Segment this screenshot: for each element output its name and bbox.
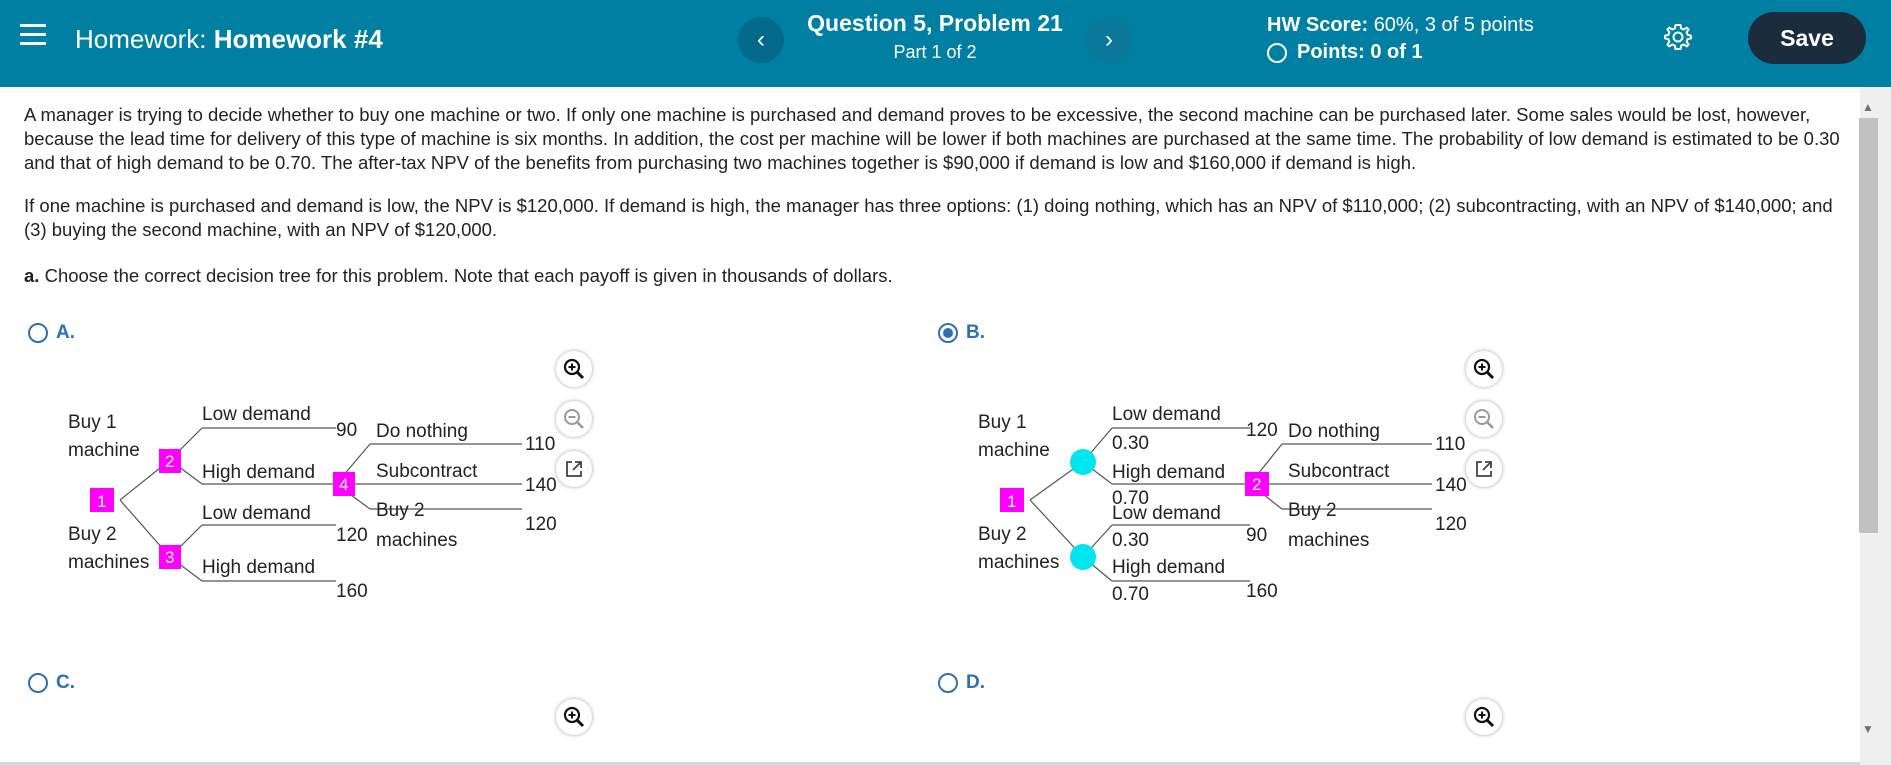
tree-b-node-2 (1245, 472, 1269, 496)
tree-b-buy2-label: Buy 2 (978, 524, 1027, 545)
tree-b-payoff-high-2: 160 (1246, 581, 1278, 602)
tree-a-payoff-low-1: 90 (336, 420, 358, 441)
tree-b-node-1 (1000, 488, 1024, 512)
tree-b-machine-label: machine (978, 440, 1050, 461)
option-a-radio[interactable] (28, 323, 48, 343)
zoom-in-icon (1472, 705, 1496, 729)
tree-a-subcontract: Subcontract (376, 461, 478, 482)
homework-name: Homework #4 (213, 24, 383, 54)
tree-a-machine-label: machine (68, 440, 140, 461)
tree-a-do-nothing: Do nothing (376, 421, 468, 442)
option-a-label: A. (56, 322, 75, 343)
instruction-text: Choose the correct decision tree for this problem. Note that each payoff is given in thousands of dollars. (39, 265, 893, 286)
tree-a-payoff-buy2: 120 (525, 514, 557, 535)
tree-b-payoff-nothing: 110 (1435, 434, 1466, 455)
tree-b-chance-node-1 (1070, 449, 1096, 475)
tree-a-node-3 (159, 545, 181, 569)
next-question-button[interactable] (1086, 17, 1132, 63)
tree-b-buy2-option: Buy 2 (1288, 500, 1337, 521)
homework-title-prefix: Homework: (75, 24, 207, 54)
tree-b-buy2-machines: machines (1288, 530, 1370, 551)
problem-paragraph-1: A manager is trying to decide whether to buy one machine or two. If only one machine is purchased and demand proves to be excessive, the second machine can be purchased later. Some sales would be lost, however, because the lead time for delivery of this type of machine is six months. In addition, the cost per machine will be lower if both machines are purchased at the same time. The probability of low demand is estimated to be 0.30 and that of high demand to be 0.70. The after-tax NPV of the benefits from purchasing two machines together is $90,000 if demand is low and $160,000 if demand is high. (24, 104, 1840, 173)
tree-b-high-demand-2: High demand (1112, 557, 1226, 578)
scrollbar-thumb[interactable] (1859, 118, 1878, 533)
tree-a-node-4 (333, 472, 355, 496)
hw-score (1267, 14, 1534, 37)
decision-tree-b (970, 387, 1490, 617)
points (1267, 41, 1423, 64)
option-b-zoom-in-button[interactable] (1466, 351, 1502, 387)
points-label: Points: (1297, 41, 1365, 63)
tree-a-node-2 (159, 449, 181, 473)
tree-a-high-demand-1: High demand (202, 462, 316, 483)
tree-b-low-demand-2: Low demand (1112, 503, 1221, 524)
tree-b-prob-high-2: 0.70 (1112, 584, 1149, 605)
points-status-icon (1267, 43, 1287, 63)
option-d[interactable] (938, 672, 985, 694)
option-b-label: B. (966, 322, 985, 343)
tree-a-payoff-high-2: 160 (336, 581, 368, 602)
problem-paragraph-2: If one machine is purchased and demand is low, the NPV is $120,000. If demand is high, the manager has three options: (1) doing nothing, which has an NPV of $110,000; (2) subcontracting, with an NPV of $140,000; and (3) buying the second machine, with an NPV of $120,000. (24, 195, 1833, 240)
svg-text:1: 1 (1007, 492, 1017, 511)
scroll-up-arrow-icon[interactable]: ▲ (1862, 100, 1874, 114)
option-c[interactable] (28, 672, 75, 694)
question-title: Question 5, Problem 21 (807, 10, 1063, 36)
tree-b-prob-low-2: 0.30 (1112, 530, 1149, 551)
tree-a-payoff-subcontract: 140 (525, 475, 557, 496)
svg-text:3: 3 (165, 548, 175, 567)
tree-a-payoff-low-2: 120 (336, 525, 368, 546)
scroll-down-arrow-icon[interactable]: ▼ (1862, 722, 1874, 736)
tree-a-payoff-nothing: 110 (525, 434, 556, 455)
tree-a-high-demand-2: High demand (202, 557, 316, 578)
hw-score-label: HW Score: (1267, 14, 1369, 36)
zoom-in-icon (562, 357, 586, 381)
option-d-zoom-in-button[interactable] (1466, 699, 1502, 735)
tree-a-machines-label: machines (68, 552, 150, 573)
option-b-radio[interactable] (938, 323, 958, 343)
tree-b-low-demand-1: Low demand (1112, 404, 1221, 425)
svg-text:4: 4 (339, 475, 349, 494)
tree-b-machines-label: machines (978, 552, 1060, 573)
chevron-right-icon: › (1105, 26, 1113, 53)
tree-b-subcontract: Subcontract (1288, 461, 1390, 482)
hw-score-value: 60%, 3 of 5 points (1373, 14, 1534, 36)
tree-b-prob-low-1: 0.30 (1112, 433, 1149, 454)
option-c-zoom-in-button[interactable] (556, 699, 592, 735)
option-c-label: C. (56, 672, 75, 693)
tree-a-buy2-label: Buy 2 (68, 524, 117, 545)
tree-b-high-demand-1: High demand (1112, 462, 1226, 483)
tree-a-node-1 (90, 488, 114, 512)
tree-b-buy1-label: Buy 1 (978, 412, 1027, 433)
homework-title (75, 24, 383, 55)
settings-gear-icon[interactable] (1663, 22, 1693, 52)
zoom-in-icon (562, 705, 586, 729)
tree-b-payoff-subcontract: 140 (1435, 475, 1467, 496)
svg-text:2: 2 (1252, 475, 1262, 494)
tree-b-payoff-low-2: 90 (1246, 525, 1268, 546)
option-b[interactable] (938, 322, 985, 344)
zoom-in-icon (1472, 357, 1496, 381)
tree-b-payoff-low-1: 120 (1246, 420, 1278, 441)
menu-icon[interactable] (20, 24, 46, 48)
question-part: Part 1 of 2 (893, 42, 977, 62)
problem-instruction (24, 264, 893, 288)
option-d-label: D. (966, 672, 985, 693)
tree-a-buy2-machines: machines (376, 530, 458, 551)
svg-text:2: 2 (165, 452, 175, 471)
question-content (0, 87, 1860, 765)
chevron-left-icon: ‹ (757, 26, 765, 53)
part-marker: a. (24, 265, 40, 286)
tree-b-do-nothing: Do nothing (1288, 421, 1380, 442)
tree-b-payoff-buy2: 120 (1435, 514, 1467, 535)
save-button[interactable]: Save (1748, 12, 1866, 64)
previous-question-button[interactable] (738, 17, 784, 63)
tree-b-prob-high-1: 0.70 (1112, 488, 1149, 509)
decision-tree-a (60, 387, 580, 617)
top-header (0, 0, 1891, 87)
tree-b-chance-node-2 (1070, 544, 1096, 570)
points-value: 0 of 1 (1370, 41, 1423, 63)
tree-a-buy2-option: Buy 2 (376, 500, 425, 521)
option-a[interactable] (28, 322, 75, 344)
option-c-radio[interactable] (28, 673, 48, 693)
option-d-radio[interactable] (938, 673, 958, 693)
svg-text:1: 1 (97, 492, 107, 511)
tree-a-low-demand-1: Low demand (202, 404, 311, 425)
tree-a-buy1-label: Buy 1 (68, 412, 117, 433)
tree-a-low-demand-2: Low demand (202, 503, 311, 524)
option-a-zoom-in-button[interactable] (556, 351, 592, 387)
